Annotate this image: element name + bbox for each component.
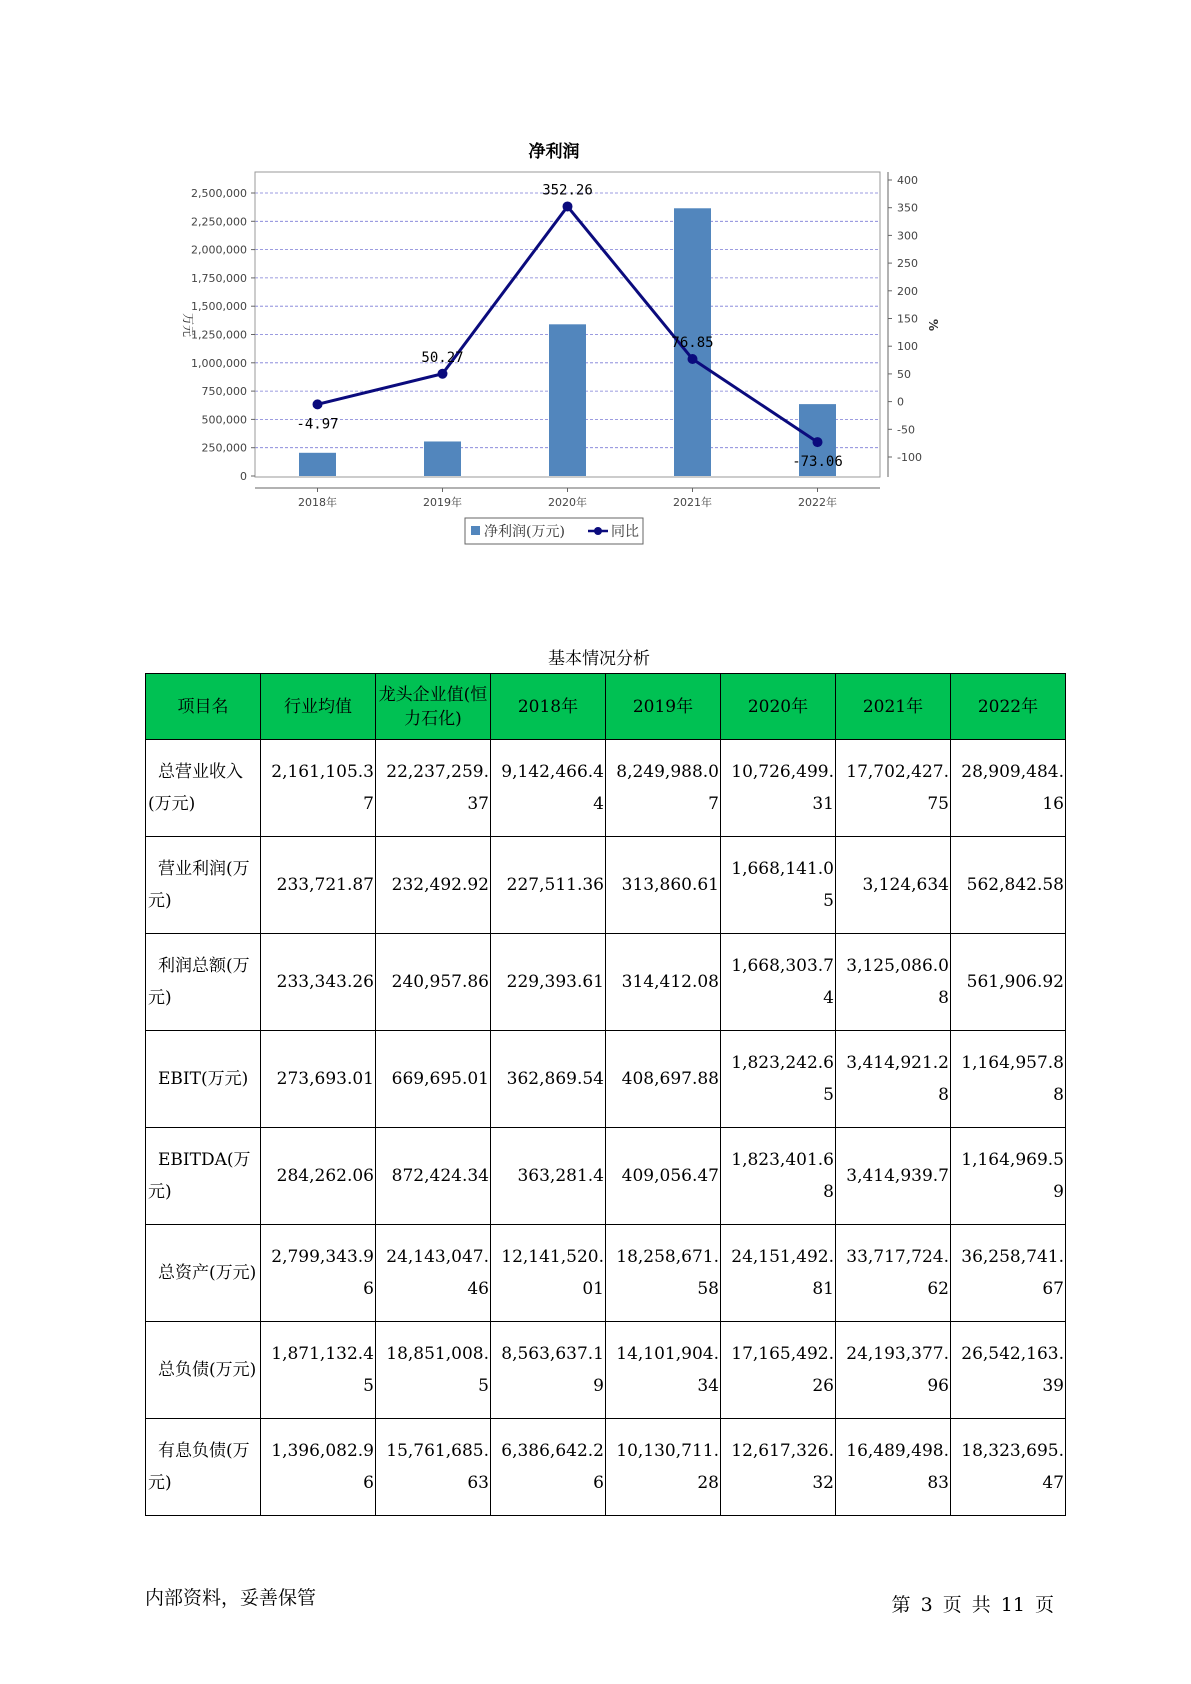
row-value-cell: 233,721.87 [261,837,376,934]
legend [465,518,643,544]
bar-net-profit [549,324,586,476]
left-tick-label: 1,250,000 [191,328,247,342]
row-value-cell: 18,851,008.5 [376,1322,491,1419]
x-tick-label: 2018年 [298,496,337,509]
right-tick-label: 400 [897,174,918,187]
row-value-cell: 24,143,047.46 [376,1225,491,1322]
row-value-cell: 8,249,988.07 [606,740,721,837]
row-value-cell: 10,130,711.28 [606,1419,721,1516]
yoy-point-label: 76.85 [671,335,714,352]
header-2018: 2018年 [491,674,606,740]
right-tick-label: -50 [897,423,915,437]
net-profit-chart [180,130,980,600]
row-value-cell: 3,414,921.28 [836,1031,951,1128]
table-caption: 基本情况分析 [548,649,650,669]
left-tick-label: 1,750,000 [191,271,247,285]
row-value-cell: 26,542,163.39 [951,1322,1066,1419]
row-value-cell: 313,860.61 [606,837,721,934]
row-item-name: 营业利润(万元) [146,837,261,934]
row-value-cell: 8,563,637.19 [491,1322,606,1419]
yoy-point-label: -73.06 [792,454,843,471]
row-value-cell: 18,258,671.58 [606,1225,721,1322]
header-2021: 2021年 [836,674,951,740]
row-value-cell: 2,799,343.96 [261,1225,376,1322]
row-value-cell: 17,702,427.75 [836,740,951,837]
right-tick-label: 250 [897,257,918,271]
row-value-cell: 6,386,642.26 [491,1419,606,1516]
row-value-cell: 233,343.26 [261,934,376,1031]
row-value-cell: 669,695.01 [376,1031,491,1128]
table-row [146,1322,1066,1419]
left-tick-label: 250,000 [201,441,247,455]
row-value-cell: 33,717,724.62 [836,1225,951,1322]
row-value-cell: 18,323,695.47 [951,1419,1066,1516]
x-tick-label: 2021年 [673,496,712,509]
table-header-row [146,674,1066,740]
header-2020: 2020年 [721,674,836,740]
right-tick-label: 50 [897,367,911,381]
row-item-name: 有息负债(万元) [146,1419,261,1516]
left-tick-label: 500,000 [201,413,247,427]
row-item-name: 总营业收入(万元) [146,740,261,837]
row-value-cell: 562,842.58 [951,837,1066,934]
row-value-cell: 28,909,484.16 [951,740,1066,837]
table-row [146,1031,1066,1128]
table-row [146,837,1066,934]
yoy-point [813,437,823,447]
x-tick-label: 2020年 [548,496,587,509]
footer-confidential-note: 内部资料，妥善保管 [145,1587,317,1609]
row-value-cell: 12,617,326.32 [721,1419,836,1516]
header-item-name: 项目名 [146,674,261,740]
legend-bar-swatch [471,526,480,535]
table-row [146,1225,1066,1322]
row-value-cell: 314,412.08 [606,934,721,1031]
header-industry-avg: 行业均值 [261,674,376,740]
legend-line-label: 同比 [611,524,639,540]
yoy-point [313,399,323,409]
table-row [146,934,1066,1031]
row-value-cell: 229,393.61 [491,934,606,1031]
row-value-cell: 362,869.54 [491,1031,606,1128]
left-tick-label: 750,000 [201,385,247,399]
row-value-cell: 232,492.92 [376,837,491,934]
row-item-name: EBITDA(万元) [146,1128,261,1225]
x-tick-label: 2019年 [423,496,462,509]
row-value-cell: 3,414,939.7 [836,1128,951,1225]
left-tick-label: 1,000,000 [191,356,247,370]
yoy-point [563,201,573,211]
table-row [146,1419,1066,1516]
row-value-cell: 1,396,082.96 [261,1419,376,1516]
table-body [146,740,1066,1516]
row-value-cell: 1,668,303.74 [721,934,836,1031]
row-value-cell: 15,761,685.63 [376,1419,491,1516]
yoy-point [688,354,698,364]
right-tick-label: 0 [897,395,904,409]
right-tick-label: 300 [897,229,918,243]
bar-net-profit [424,441,461,476]
legend-line-marker [594,527,602,535]
row-value-cell: 14,101,904.34 [606,1322,721,1419]
row-value-cell: 1,823,401.68 [721,1128,836,1225]
row-value-cell: 1,164,957.88 [951,1031,1066,1128]
row-value-cell: 273,693.01 [261,1031,376,1128]
row-value-cell: 10,726,499.31 [721,740,836,837]
row-value-cell: 17,165,492.26 [721,1322,836,1419]
basic-analysis-table [145,673,1066,1516]
left-tick-label: 1,500,000 [191,300,247,314]
table-row [146,740,1066,837]
row-value-cell: 12,141,520.01 [491,1225,606,1322]
right-tick-label: -100 [897,451,922,464]
row-value-cell: 227,511.36 [491,837,606,934]
row-value-cell: 2,161,105.37 [261,740,376,837]
row-value-cell: 3,125,086.08 [836,934,951,1031]
footer-page-number: 第 3 页 共 11 页 [891,1594,1054,1616]
row-value-cell: 36,258,741.67 [951,1225,1066,1322]
row-value-cell: 1,871,132.45 [261,1322,376,1419]
row-item-name: 总资产(万元) [146,1225,261,1322]
chart-title: 净利润 [528,142,580,162]
yoy-point-label: 50.27 [421,349,464,366]
row-item-name: 总负债(万元) [146,1322,261,1419]
right-tick-label: 150 [897,312,918,326]
row-value-cell: 9,142,466.44 [491,740,606,837]
row-value-cell: 872,424.34 [376,1128,491,1225]
row-value-cell: 16,489,498.83 [836,1419,951,1516]
right-tick-label: 350 [897,201,918,215]
yoy-point-label: 352.26 [542,182,593,199]
row-value-cell: 1,164,969.59 [951,1128,1066,1225]
yoy-point [438,369,448,379]
row-value-cell: 363,281.4 [491,1128,606,1225]
row-item-name: EBIT(万元) [146,1031,261,1128]
x-tick-label: 2022年 [798,496,837,509]
chart-svg [180,130,980,600]
row-value-cell: 3,124,634 [836,837,951,934]
row-value-cell: 24,151,492.81 [721,1225,836,1322]
right-tick-label: 200 [897,284,918,298]
left-tick-label: 2,250,000 [191,215,247,229]
yoy-point-label: -4.97 [296,416,339,433]
left-tick-label: 2,000,000 [191,243,247,257]
bar-series [299,208,836,476]
header-leader-value: 龙头企业值(恒力石化) [376,674,491,740]
legend-bar-label: 净利润(万元) [484,524,565,540]
row-value-cell: 22,237,259.37 [376,740,491,837]
row-value-cell: 409,056.47 [606,1128,721,1225]
bar-net-profit [299,453,336,476]
header-2019: 2019年 [606,674,721,740]
row-value-cell: 1,823,242.65 [721,1031,836,1128]
header-2022: 2022年 [951,674,1066,740]
row-value-cell: 284,262.06 [261,1128,376,1225]
left-axis-label: 万元 [181,312,195,338]
right-tick-label: 100 [897,340,918,354]
left-tick-label: 0 [240,470,247,483]
left-tick-label: 2,500,000 [191,187,247,200]
row-value-cell: 408,697.88 [606,1031,721,1128]
row-value-cell: 1,668,141.05 [721,837,836,934]
row-value-cell: 24,193,377.96 [836,1322,951,1419]
right-axis-label: % [926,318,940,332]
row-value-cell: 561,906.92 [951,934,1066,1031]
row-value-cell: 240,957.86 [376,934,491,1031]
table-row [146,1128,1066,1225]
row-item-name: 利润总额(万元) [146,934,261,1031]
